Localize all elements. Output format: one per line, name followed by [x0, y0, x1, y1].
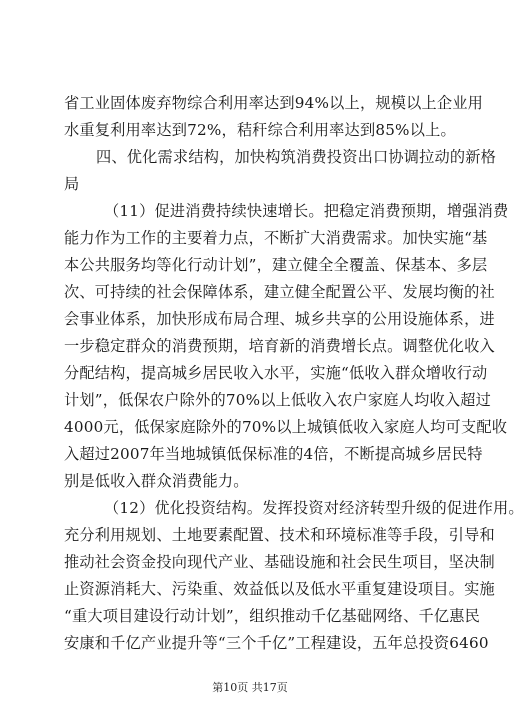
text-line-10: 一步稳定群众的消费预期，培育新的消费增长点。调整优化收入 — [64, 337, 495, 355]
text-line-6: 能力作为工作的主要着力点，不断扩大消费需求。加快实施“基 — [64, 229, 488, 247]
text-line-11: 分配结构，提高城乡居民收入水平，实施“低收入群众增收行动 — [64, 364, 488, 382]
text-line-21: 安康和千亿产业提升等“三个千亿”工程建设，五年总投资6460 — [64, 634, 489, 652]
page-footer: 第10页 共17页 — [212, 681, 288, 694]
text-line-18: 推动社会资金投向现代产业、基础设施和社会民生项目，坚决制 — [64, 553, 495, 571]
text-line-9: 会事业体系，加快形成布局合理、城乡共享的公用设施体系，进 — [64, 310, 495, 328]
text-line-5: （11）促进消费持续快速增长。把稳定消费预期，增强消费 — [104, 202, 509, 220]
text-line-12: 计划”，低保农户除外的70%以上低收入农户家庭人均收入超过 — [64, 391, 492, 409]
text-line-20: “重大项目建设行动计划”，组织推动千亿基础网络、千亿惠民 — [64, 607, 481, 625]
text-line-8: 次、可持续的社会保障体系，建立健全配置公平、发展均衡的社 — [64, 283, 495, 301]
text-line-13: 4000元，低保家庭除外的70%以上城镇低收入家庭人均可支配收 — [64, 418, 508, 436]
text-line-16: （12）优化投资结构。发挥投资对经济转型升级的促进作用。 — [104, 499, 524, 517]
text-line-7: 本公共服务均等化行动计划”，建立健全全覆盖、保基本、多层 — [64, 256, 488, 274]
text-line-17: 充分利用规划、土地要素配置、技术和环境标准等手段，引导和 — [64, 526, 495, 544]
text-line-1: 省工业固体废弃物综合利用率达到94%以上，规模以上企业用 — [64, 94, 484, 112]
text-line-2: 水重复利用率达到72%，秸秆综合利用率达到85%以上。 — [64, 121, 456, 139]
section-heading-4-cont: 局 — [64, 175, 80, 193]
text-line-14: 入超过2007年当地城镇低保标准的4倍，不断提高城乡居民特 — [64, 445, 483, 463]
text-line-19: 止资源消耗大、污染重、效益低以及低水平重复建设项目。实施 — [64, 580, 495, 598]
section-heading-4: 四、优化需求结构，加快构筑消费投资出口协调拉动的新格 — [96, 148, 497, 166]
text-line-15: 别是低收入群众消费能力。 — [64, 472, 249, 490]
